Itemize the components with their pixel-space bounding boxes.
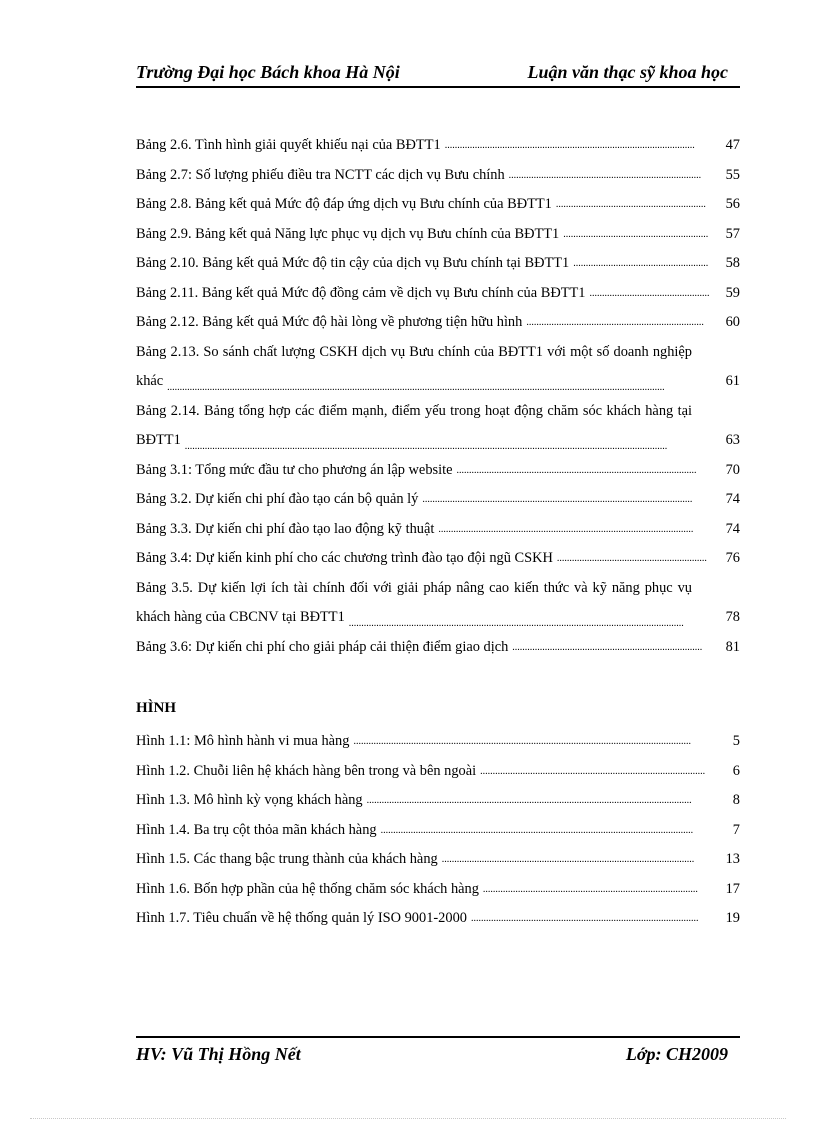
- leader-dots: ............................................................: [555, 199, 706, 210]
- toc-entry: [136, 397, 740, 456]
- leader-dots: ................................................................................................: [456, 464, 697, 476]
- toc-entry: [136, 485, 740, 515]
- toc-entry-title: Bảng 2.8. Bảng kết quả Mức độ đáp ứng dịch vụ Bưu chính của BĐTT1: [136, 196, 552, 212]
- toc-entry: [136, 279, 740, 309]
- leader-dots: ....................................................................................................: [444, 140, 695, 151]
- toc-entry-title: Bảng 3.6: Dự kiến chi phí cho giải pháp cải thiện điểm giao dịch: [136, 638, 509, 655]
- figures-heading: HÌNH: [136, 700, 177, 716]
- toc-entry-page: 7: [732, 821, 740, 838]
- toc-entry: [136, 515, 740, 545]
- leader-dots: ......................................................................................: [482, 883, 698, 895]
- toc-entry-page: 70: [725, 461, 740, 478]
- toc-entry-title: Bảng 2.12. Bảng kết quả Mức độ hài lòng về phương tiện hữu hình: [136, 314, 523, 330]
- toc-entry-page: 58: [725, 255, 740, 271]
- leader-dots: .............................................................................: [508, 169, 702, 181]
- toc-entry: [136, 845, 740, 875]
- toc-entry-page: 5: [732, 733, 740, 749]
- leader-dots: ......................................................................................................................................: [348, 618, 684, 629]
- toc-entry: [136, 308, 740, 338]
- page-footer: [136, 1036, 740, 1068]
- page-header: [136, 58, 740, 88]
- toc-entry-title: Bảng 3.4: Dự kiến kinh phí cho các chương trình đào tạo đội ngũ CSKH: [136, 550, 553, 566]
- toc-entry-title: Hình 1.6. Bốn hợp phần của hệ thống chăm sóc khách hàng: [136, 880, 479, 897]
- toc-entry-title: Hình 1.5. Các thang bậc trung thành của khách hàng: [136, 851, 438, 867]
- toc-entry-title: Hình 1.7. Tiêu chuẩn về hệ thống quản lý ISO 9001-2000: [136, 910, 467, 926]
- toc-entry-title: Hình 1.1: Mô hình hành vi mua hàng: [136, 733, 350, 749]
- toc-entry-page: 81: [725, 638, 740, 655]
- toc-entry: [136, 786, 740, 816]
- toc-entry-title: Bảng 3.5. Dự kiến lợi ích tài chính đối với giải pháp nâng cao kiến thức và kỹ năng phục vụ khách hàng của CBCNV tại BĐTT1: [136, 579, 692, 625]
- header-university: Trường Đại học Bách khoa Hà Nội: [136, 62, 400, 82]
- toc-entry-page: 8: [732, 792, 740, 808]
- toc-entry-title: Hình 1.3. Mô hình kỳ vọng khách hàng: [136, 792, 363, 808]
- toc-entry: [136, 190, 740, 220]
- toc-entry-page: 56: [725, 196, 740, 212]
- toc-entry-page: 74: [725, 520, 740, 537]
- toc-entry-page: 76: [725, 550, 740, 566]
- toc-entry: [136, 544, 740, 574]
- toc-entry: [136, 161, 740, 191]
- toc-entry-page: 6: [732, 762, 740, 779]
- toc-entry-title: Bảng 2.6. Tình hình giải quyết khiếu nại của BĐTT1: [136, 137, 441, 153]
- leader-dots: ............................................................................................................: [422, 494, 693, 505]
- toc-entry: [136, 757, 740, 787]
- toc-entry: [136, 249, 740, 279]
- leader-dots: .......................................................................: [526, 317, 704, 328]
- tables-list: [136, 131, 740, 662]
- toc-entry-title: Bảng 3.2. Dự kiến chi phí đào tạo cán bộ quản lý: [136, 491, 419, 507]
- leader-dots: .............................................................................................................................: [380, 824, 694, 836]
- toc-entry: [136, 220, 740, 250]
- leader-dots: ................................................: [589, 287, 710, 299]
- toc-entry-title: Bảng 2.10. Bảng kết quả Mức độ tin cậy của dịch vụ Bưu chính tại BĐTT1: [136, 255, 570, 271]
- leader-dots: ............................................................: [556, 553, 707, 564]
- footer-class: Lớp: CH2009: [625, 1044, 728, 1064]
- toc-entry-page: 57: [725, 225, 740, 242]
- toc-entry-title: Bảng 2.7: Số lượng phiếu điều tra NCTT các dịch vụ Bưu chính: [136, 166, 505, 183]
- toc-entry-page: 17: [725, 880, 740, 897]
- toc-entry-title: Bảng 2.14. Bảng tổng hợp các điểm mạnh, điểm yếu trong hoạt động chăm sóc khách hàng tại BĐTT1: [136, 402, 692, 448]
- leader-dots: .......................................................................................................................................................................................................: [167, 382, 665, 393]
- toc-entry-page: 59: [725, 284, 740, 301]
- leader-dots: .................................................................................................................................................................................................: [184, 441, 668, 452]
- toc-entry: [136, 574, 740, 633]
- toc-entry: [136, 456, 740, 486]
- toc-entry: [136, 727, 740, 757]
- leader-dots: ............................................................................: [512, 641, 703, 653]
- leader-dots: ......................................................: [573, 258, 709, 269]
- leader-dots: .....................................................................................................: [441, 854, 695, 865]
- leader-dots: ......................................................................................................: [438, 523, 694, 535]
- toc-entry-page: 19: [725, 910, 740, 926]
- toc-entry-title: Bảng 2.9. Bảng kết quả Năng lực phục vụ dịch vụ Bưu chính của BĐTT1: [136, 225, 560, 242]
- leader-dots: ..................................................................................................................................: [366, 795, 692, 806]
- leader-dots: .......................................................................................................................................: [353, 736, 691, 747]
- toc-entry-title: Bảng 3.1: Tổng mức đầu tư cho phương án lập website: [136, 461, 453, 478]
- toc-entry: [136, 904, 740, 934]
- toc-entry-title: Bảng 2.11. Bảng kết quả Mức độ đồng cảm về dịch vụ Bưu chính của BĐTT1: [136, 284, 586, 301]
- toc-entry-title: Bảng 2.13. So sánh chất lượng CSKH dịch vụ Bưu chính của BĐTT1 với một số doanh nghiệp khác: [136, 343, 692, 389]
- toc-entry-page: 78: [725, 609, 740, 625]
- page-edge: [30, 1118, 786, 1119]
- toc-entry-page: 47: [725, 137, 740, 153]
- leader-dots: ..........................................................: [563, 228, 709, 240]
- header-thesis-type: Luận văn thạc sỹ khoa học: [527, 62, 728, 82]
- figures-list: [136, 727, 740, 934]
- leader-dots: ..........................................................................................: [480, 765, 706, 777]
- footer-student: HV: Vũ Thị Hồng Nết: [136, 1044, 301, 1064]
- toc-entry-title: Bảng 3.3. Dự kiến chi phí đào tạo lao động kỹ thuật: [136, 520, 435, 537]
- toc-entry-title: Hình 1.2. Chuỗi liên hệ khách hàng bên trong và bên ngoài: [136, 762, 477, 779]
- leader-dots: ...........................................................................................: [470, 913, 699, 924]
- toc-entry: [136, 131, 740, 161]
- toc-entry-page: 63: [725, 432, 740, 448]
- toc-entry: [136, 633, 740, 663]
- toc-entry-page: 55: [725, 166, 740, 183]
- toc-entry: [136, 816, 740, 846]
- toc-entry: [136, 875, 740, 905]
- toc-entry-page: 13: [725, 851, 740, 867]
- toc-entry: [136, 338, 740, 397]
- toc-entry-page: 74: [725, 491, 740, 507]
- toc-entry-title: Hình 1.4. Ba trụ cột thỏa mãn khách hàng: [136, 821, 377, 838]
- toc-entry-page: 61: [725, 373, 740, 389]
- toc-entry-page: 60: [725, 314, 740, 330]
